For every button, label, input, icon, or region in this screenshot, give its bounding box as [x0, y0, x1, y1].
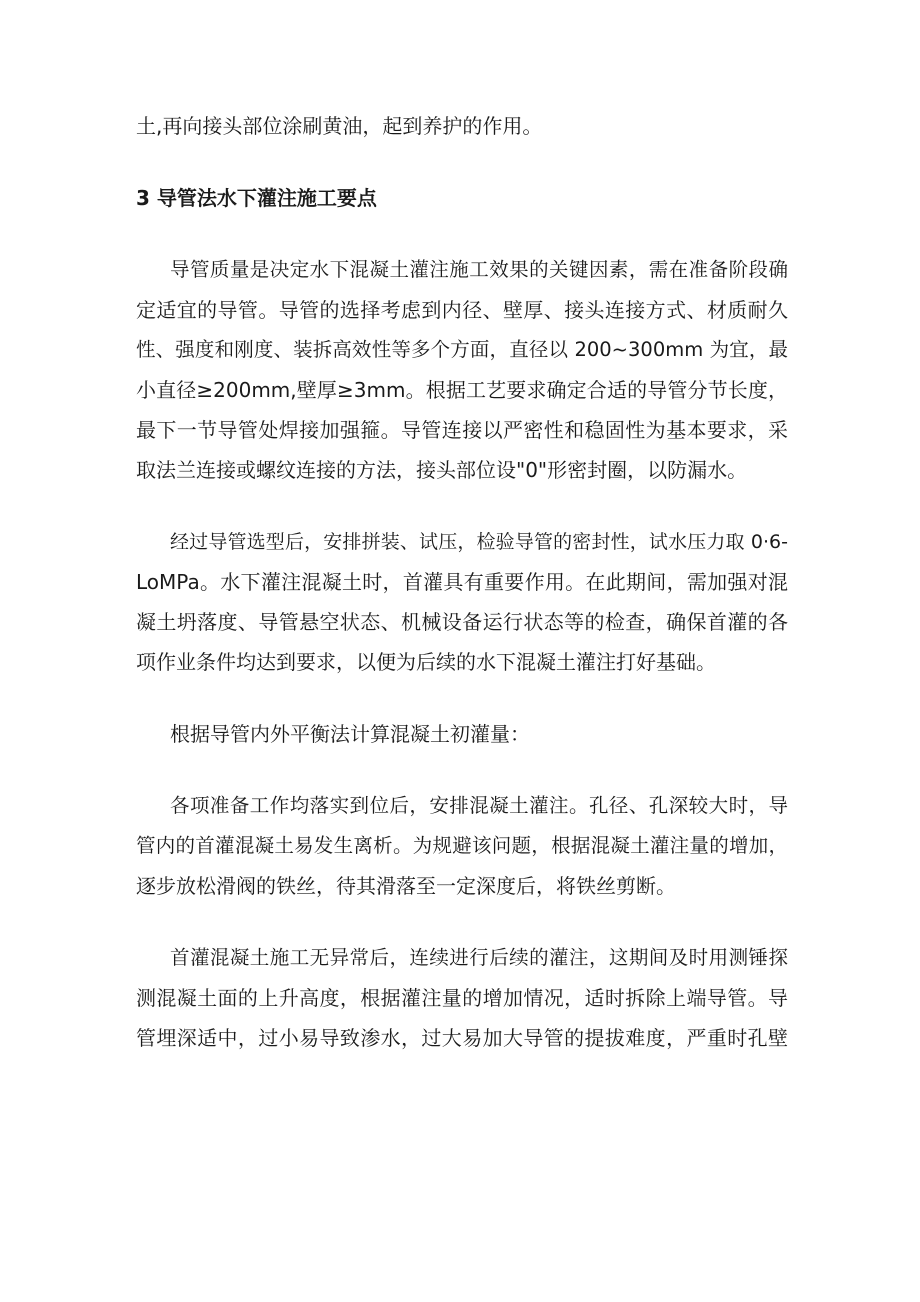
section-heading [136, 178, 788, 218]
paragraph-line: 取法兰连接或螺纹连接的方法，接头部位设"0"形密封圈，以防漏水。 [136, 458, 748, 482]
paragraph-continuous-pour [136, 938, 788, 1058]
paragraph-line: 性、强度和刚度、装拆高效性等多个方面，直径以 200~300mm 为宜，最 [136, 338, 788, 361]
paragraph-line: 管内的首灌混凝土易发生离析。为规避该问题，根据混凝土灌注量的增加， [136, 834, 788, 857]
paragraph-line: 首灌混凝土施工无异常后，连续进行后续的灌注，这期间及时用测锤探 [170, 946, 788, 969]
paragraph-line: 逐步放松滑阀的铁丝，待其滑落至一定深度后，将铁丝剪断。 [136, 874, 676, 898]
paragraph-line: 小直径≥200mm,壁厚≥3mm。根据工艺要求确定合适的导管分节长度， [136, 378, 788, 402]
paragraph-line: 项作业条件均达到要求，以便为后续的水下混凝土灌注打好基础。 [136, 650, 716, 674]
paragraph-line: 管埋深适中，过小易导致渗水，过大易加大导管的提拔难度，严重时孔壁 [136, 1026, 788, 1050]
section-heading-line [136, 178, 788, 218]
paragraph-line: 测混凝土面的上升高度，根据灌注量的增加情况，适时拆除上端导管。导 [136, 986, 788, 1010]
paragraph-line: 经过导管选型后，安排拼装、试压，检验导管的密封性，试水压力取 0·6- [170, 531, 788, 553]
paragraph-line: 各项准备工作均落实到位后，安排混凝土灌注。孔径、孔深较大时，导 [170, 794, 788, 817]
paragraph-pressure-test [136, 522, 788, 682]
paragraph-line: 导管质量是决定水下混凝土灌注施工效果的关键因素，需在准备阶段确 [170, 258, 788, 281]
paragraph-line: 根据导管内外平衡法计算混凝土初灌量： [170, 722, 530, 746]
paragraph-line: LoMPa。水下灌注混凝土时，首灌具有重要作用。在此期间，需加强对混 [136, 570, 788, 594]
section-title: 导管法水下灌注施工要点 [156, 186, 377, 210]
document-body [136, 106, 788, 1090]
paragraph-pouring [136, 786, 788, 906]
paragraph-line: 最下一节导管处焊接加强箍。导管连接以严密性和稳固性为基本要求，采 [136, 418, 788, 442]
paragraph-line: 定适宜的导管。导管的选择考虑到内径、壁厚、接头连接方式、材质耐久 [136, 298, 788, 322]
section-number: 3 [136, 186, 150, 210]
continuation-paragraph [136, 106, 788, 146]
paragraph-pipe-quality [136, 250, 788, 490]
paragraph-line: 土,再向接头部位涂刷黄油，起到养护的作用。 [136, 114, 543, 138]
paragraph-line: 凝土坍落度、导管悬空状态、机械设备运行状态等的检查，确保首灌的各 [136, 610, 788, 634]
paragraph-initial-pour [136, 714, 788, 754]
